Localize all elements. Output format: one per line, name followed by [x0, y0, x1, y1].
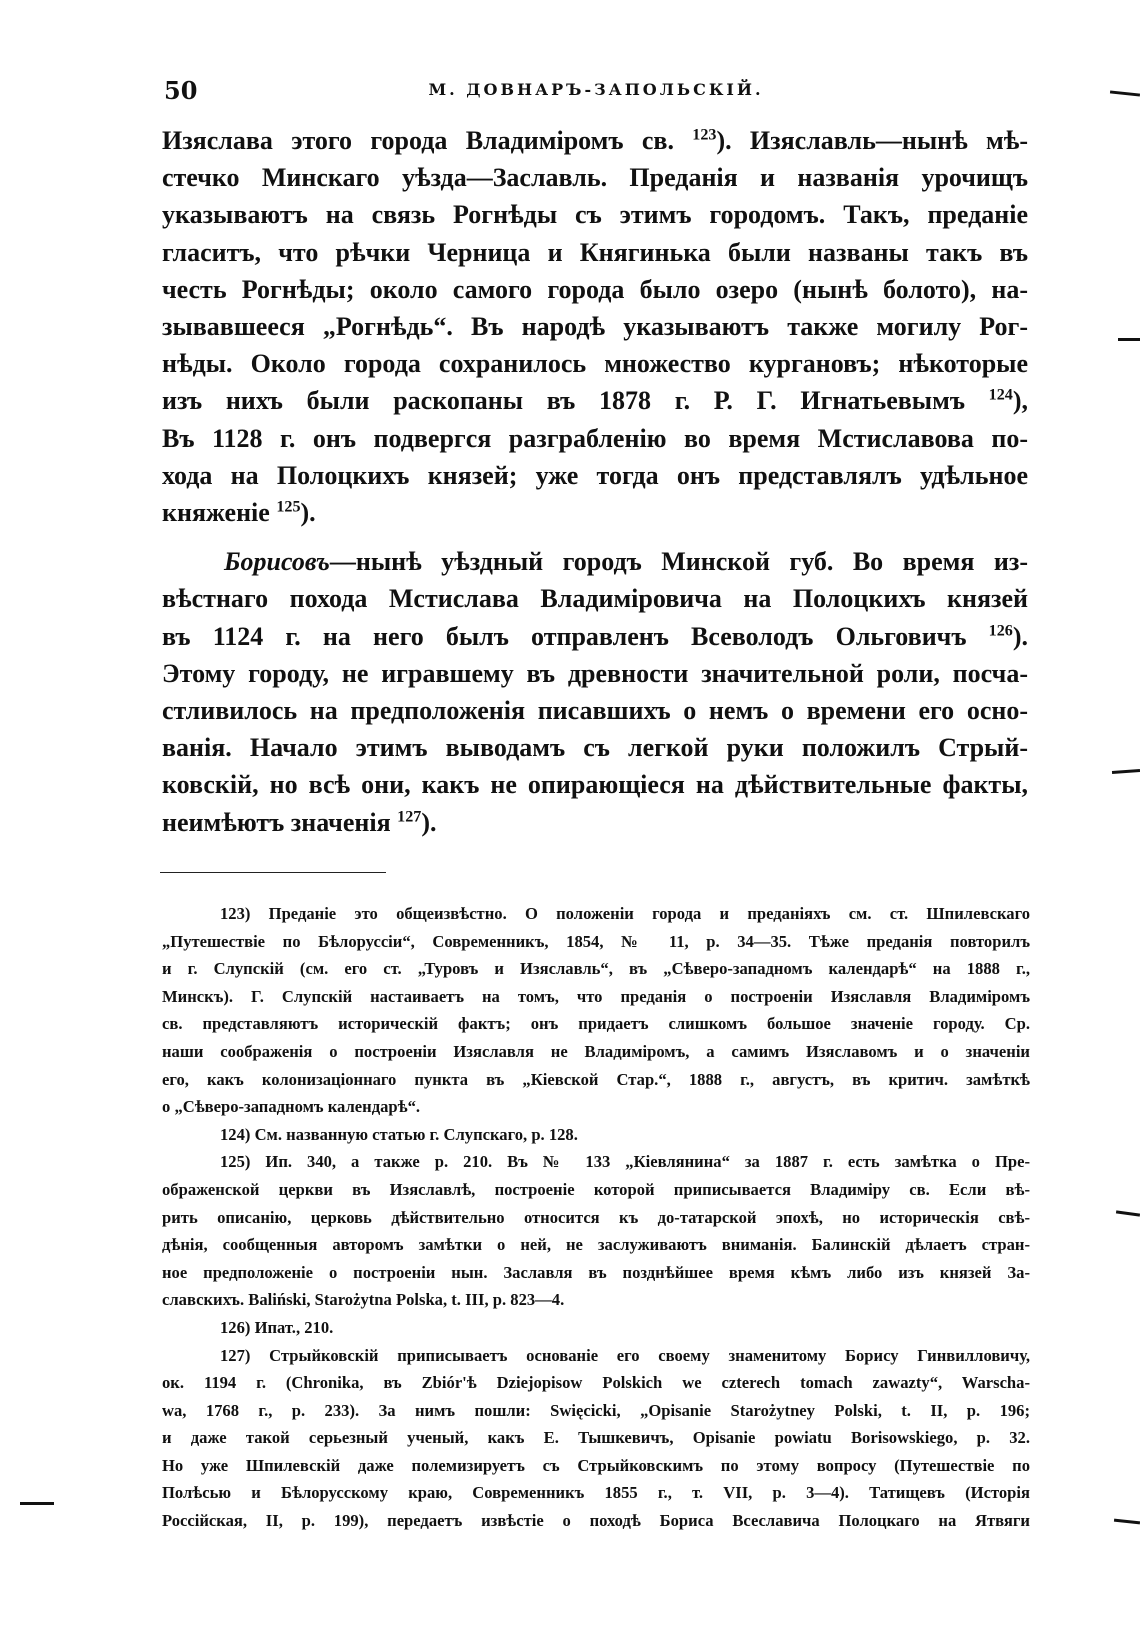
- text-line: въ 1124 г. на него былъ отправленъ Всеволодъ Ольговичъ $^{126}$).: [162, 621, 1028, 651]
- text-line: Въ 1128 г. онъ подвергся разграбленію во время Мстиславова по-: [162, 423, 1028, 453]
- footnote-line: 123) Преданіе это общеизвѣстно. О положеніи города и преданіяхъ см. ст. Шпилевскаго: [220, 904, 1030, 923]
- footnote-125: [162, 1148, 1030, 1314]
- footnote-line: Полѣсью и Бѣлорусскому краю, Современникъ 1855 г., т. VII, р. 3—4). Татищевъ (Исторія: [162, 1483, 1030, 1503]
- footnote-line: св. представляютъ историческій фактъ; онъ придаетъ слишкомъ большое значеніе городу. Ср.: [162, 1014, 1030, 1034]
- text-line: стливилось на предположенія писавшихъ о немъ о времени его осно-: [162, 696, 1028, 726]
- text-line: нѣды. Около города сохранилось множество кургановъ; нѣкоторые: [162, 349, 1028, 379]
- text-line: указываютъ на связь Рогнѣды съ этимъ городомъ. Такъ, преданіе: [162, 200, 1028, 230]
- footnote-ref-127[interactable]: 127: [397, 808, 422, 825]
- footnote-ref-126[interactable]: 126: [988, 621, 1013, 639]
- footnote-divider: [160, 872, 386, 873]
- paragraph-borisov: [162, 543, 1028, 841]
- footnote-ref-124[interactable]: 124: [988, 386, 1013, 404]
- footnote-line: 126) Ипат., 210.: [220, 1317, 334, 1337]
- footnote-127: [162, 1342, 1030, 1535]
- footnote-line: ное предположеніе о построеніи нын. Заславля въ позднѣйшее время кѣмъ либо изъ князей За-: [162, 1262, 1030, 1282]
- footnote-ref-125[interactable]: 125: [276, 498, 301, 516]
- footnote-126: [162, 1314, 1030, 1342]
- page-header: [164, 76, 1028, 110]
- footnote-line: 124) См. названную статью г. Слупскаго, р. 128.: [220, 1124, 578, 1144]
- footnotes: [162, 900, 1030, 1535]
- scan-mark: [1110, 90, 1140, 96]
- footnote-line: Россійская, II, р. 199), передаетъ извѣстіе о походѣ Бориса Всеславича Полоцкаго на Ятвяги: [162, 1511, 1030, 1531]
- text-line: Этому городу, не игравшему въ древности значительной роли, посча-: [162, 658, 1028, 688]
- footnote-line: и г. Слупскій (см. его ст. „Туровъ и Изяславль“, въ „Сѣверо-западномъ календарѣ“ на 1888 г.,: [162, 959, 1030, 979]
- footnote-line: дѣнія, сообщенныя авторомъ замѣтки о ней, не заслуживаютъ вниманія. Балинскій дѣлаетъ стран-: [162, 1235, 1030, 1255]
- footnote-124: [162, 1121, 1030, 1149]
- footnote-123: [162, 900, 1030, 1121]
- scan-mark: [20, 1502, 54, 1505]
- footnote-ref-123[interactable]: 123: [692, 126, 717, 144]
- running-head: М. ДОВНАРЪ-ЗАПОЛЬСКІЙ.: [428, 80, 764, 99]
- footnote-line: Минскъ). Г. Слупскій настаиваетъ на томъ, что преданія о построеніи Изяславля Владиміромъ: [162, 986, 1030, 1006]
- scan-mark: [1116, 1210, 1140, 1216]
- paragraph-izyaslavl: [162, 122, 1028, 531]
- footnote-line: и даже такой серьезный ученый, какъ Е. Тышкевичъ, Opisanie powiatu Borisowskiego, р. 32.: [162, 1428, 1030, 1448]
- footnote-line: ок. 1194 г. (Chronika, въ Zbiór'ѣ Dziejopisow Polskich we czterech tomach zawazty“, Warscha-: [162, 1373, 1030, 1393]
- text-line: честь Рогнѣды; около самого города было озеро (нынѣ болото), на-: [162, 274, 1028, 304]
- footnote-line: Но уже Шпилевскій даже полемизируетъ съ Стрыйковскимъ по этому вопросу (Путешествіе по: [162, 1455, 1030, 1475]
- text-line: зывавшееся „Рогнѣдь“. Въ народѣ указываютъ также могилу Рог-: [162, 312, 1028, 342]
- footnote-line: ображенской церкви въ Изяславлѣ, построеніе которой приписывается Владиміру св. Если вѣ-: [162, 1179, 1030, 1199]
- text-line: гласитъ, что рѣчки Черница и Княгинька были названы такъ въ: [162, 237, 1028, 267]
- footnote-line: наши соображенія о построеніи Изяславля не Владиміромъ, а самимъ Изяславомъ и о значеніи: [162, 1041, 1030, 1061]
- text-line: стечко Минскаго уѣзда—Заславль. Преданія и названія урочищъ: [162, 163, 1028, 193]
- text-line: княженіе $^{125}$).: [162, 498, 316, 528]
- page-number: 50: [164, 76, 198, 105]
- text-line: ковскій, но всѣ они, какъ не опирающіеся на дѣйствительные факты,: [162, 770, 1028, 800]
- text-line: неимѣютъ значенія $^{127}$).: [162, 807, 437, 837]
- scan-mark: [1118, 338, 1140, 341]
- footnote-line: рить описанію, церковь дѣйствительно относится къ до-татарской эпохѣ, но историческія свѣ-: [162, 1207, 1030, 1227]
- footnote-line: wa, 1768 г., р. 233). За нимъ пошли: Swięcicki, „Opisanie Starożytney Polski, t. II, р. 196;: [162, 1400, 1030, 1420]
- footnote-line: о „Сѣверо-западномъ календарѣ“.: [162, 1097, 421, 1117]
- scan-mark: [1114, 1519, 1140, 1525]
- text-line: хода на Полоцкихъ князей; уже тогда онъ представлялъ удѣльное: [162, 460, 1028, 490]
- text-line: Борисовъ—нынѣ уѣздный городъ Минской губ. Во время из-: [224, 547, 1028, 577]
- footnote-line: 127) Стрыйковскій приписываетъ основаніе его своему знаменитому Борису Гинвилловичу,: [220, 1345, 1030, 1365]
- scan-mark: [1112, 769, 1140, 774]
- main-text: [162, 122, 1028, 841]
- footnote-line: „Путешествіе по Бѣлоруссіи“, Современникъ, 1854, № 11, р. 34—35. Тѣже преданія повторилъ: [162, 931, 1030, 951]
- place-name: Борисовъ: [224, 547, 330, 577]
- text-line: ванія. Начало этимъ выводамъ съ легкой руки положилъ Стрый-: [162, 733, 1028, 763]
- footnote-line: его, какъ колонизаціоннаго пункта въ „Кіевской Стар.“, 1888 г., августъ, въ критич. замѣткѣ: [162, 1069, 1030, 1089]
- text-line: вѣстнаго похода Мстислава Владиміровича на Полоцкихъ князей: [162, 584, 1028, 614]
- text-line: изъ нихъ были раскопаны въ 1878 г. Р. Г. Игнатьевымъ $^{124}$),: [162, 386, 1028, 416]
- footnote-line: 125) Ип. 340, а также р. 210. Въ № 133 „Кіевлянина“ за 1887 г. есть замѣтка о Пре-: [220, 1152, 1030, 1172]
- footnote-line: славскихъ. Baliński, Starożytna Polska, t. III, р. 823—4.: [162, 1290, 565, 1310]
- text-line: Изяслава этого города Владиміромъ св. $^{123}$). Изяславль—нынѣ мѣ-: [162, 126, 1028, 155]
